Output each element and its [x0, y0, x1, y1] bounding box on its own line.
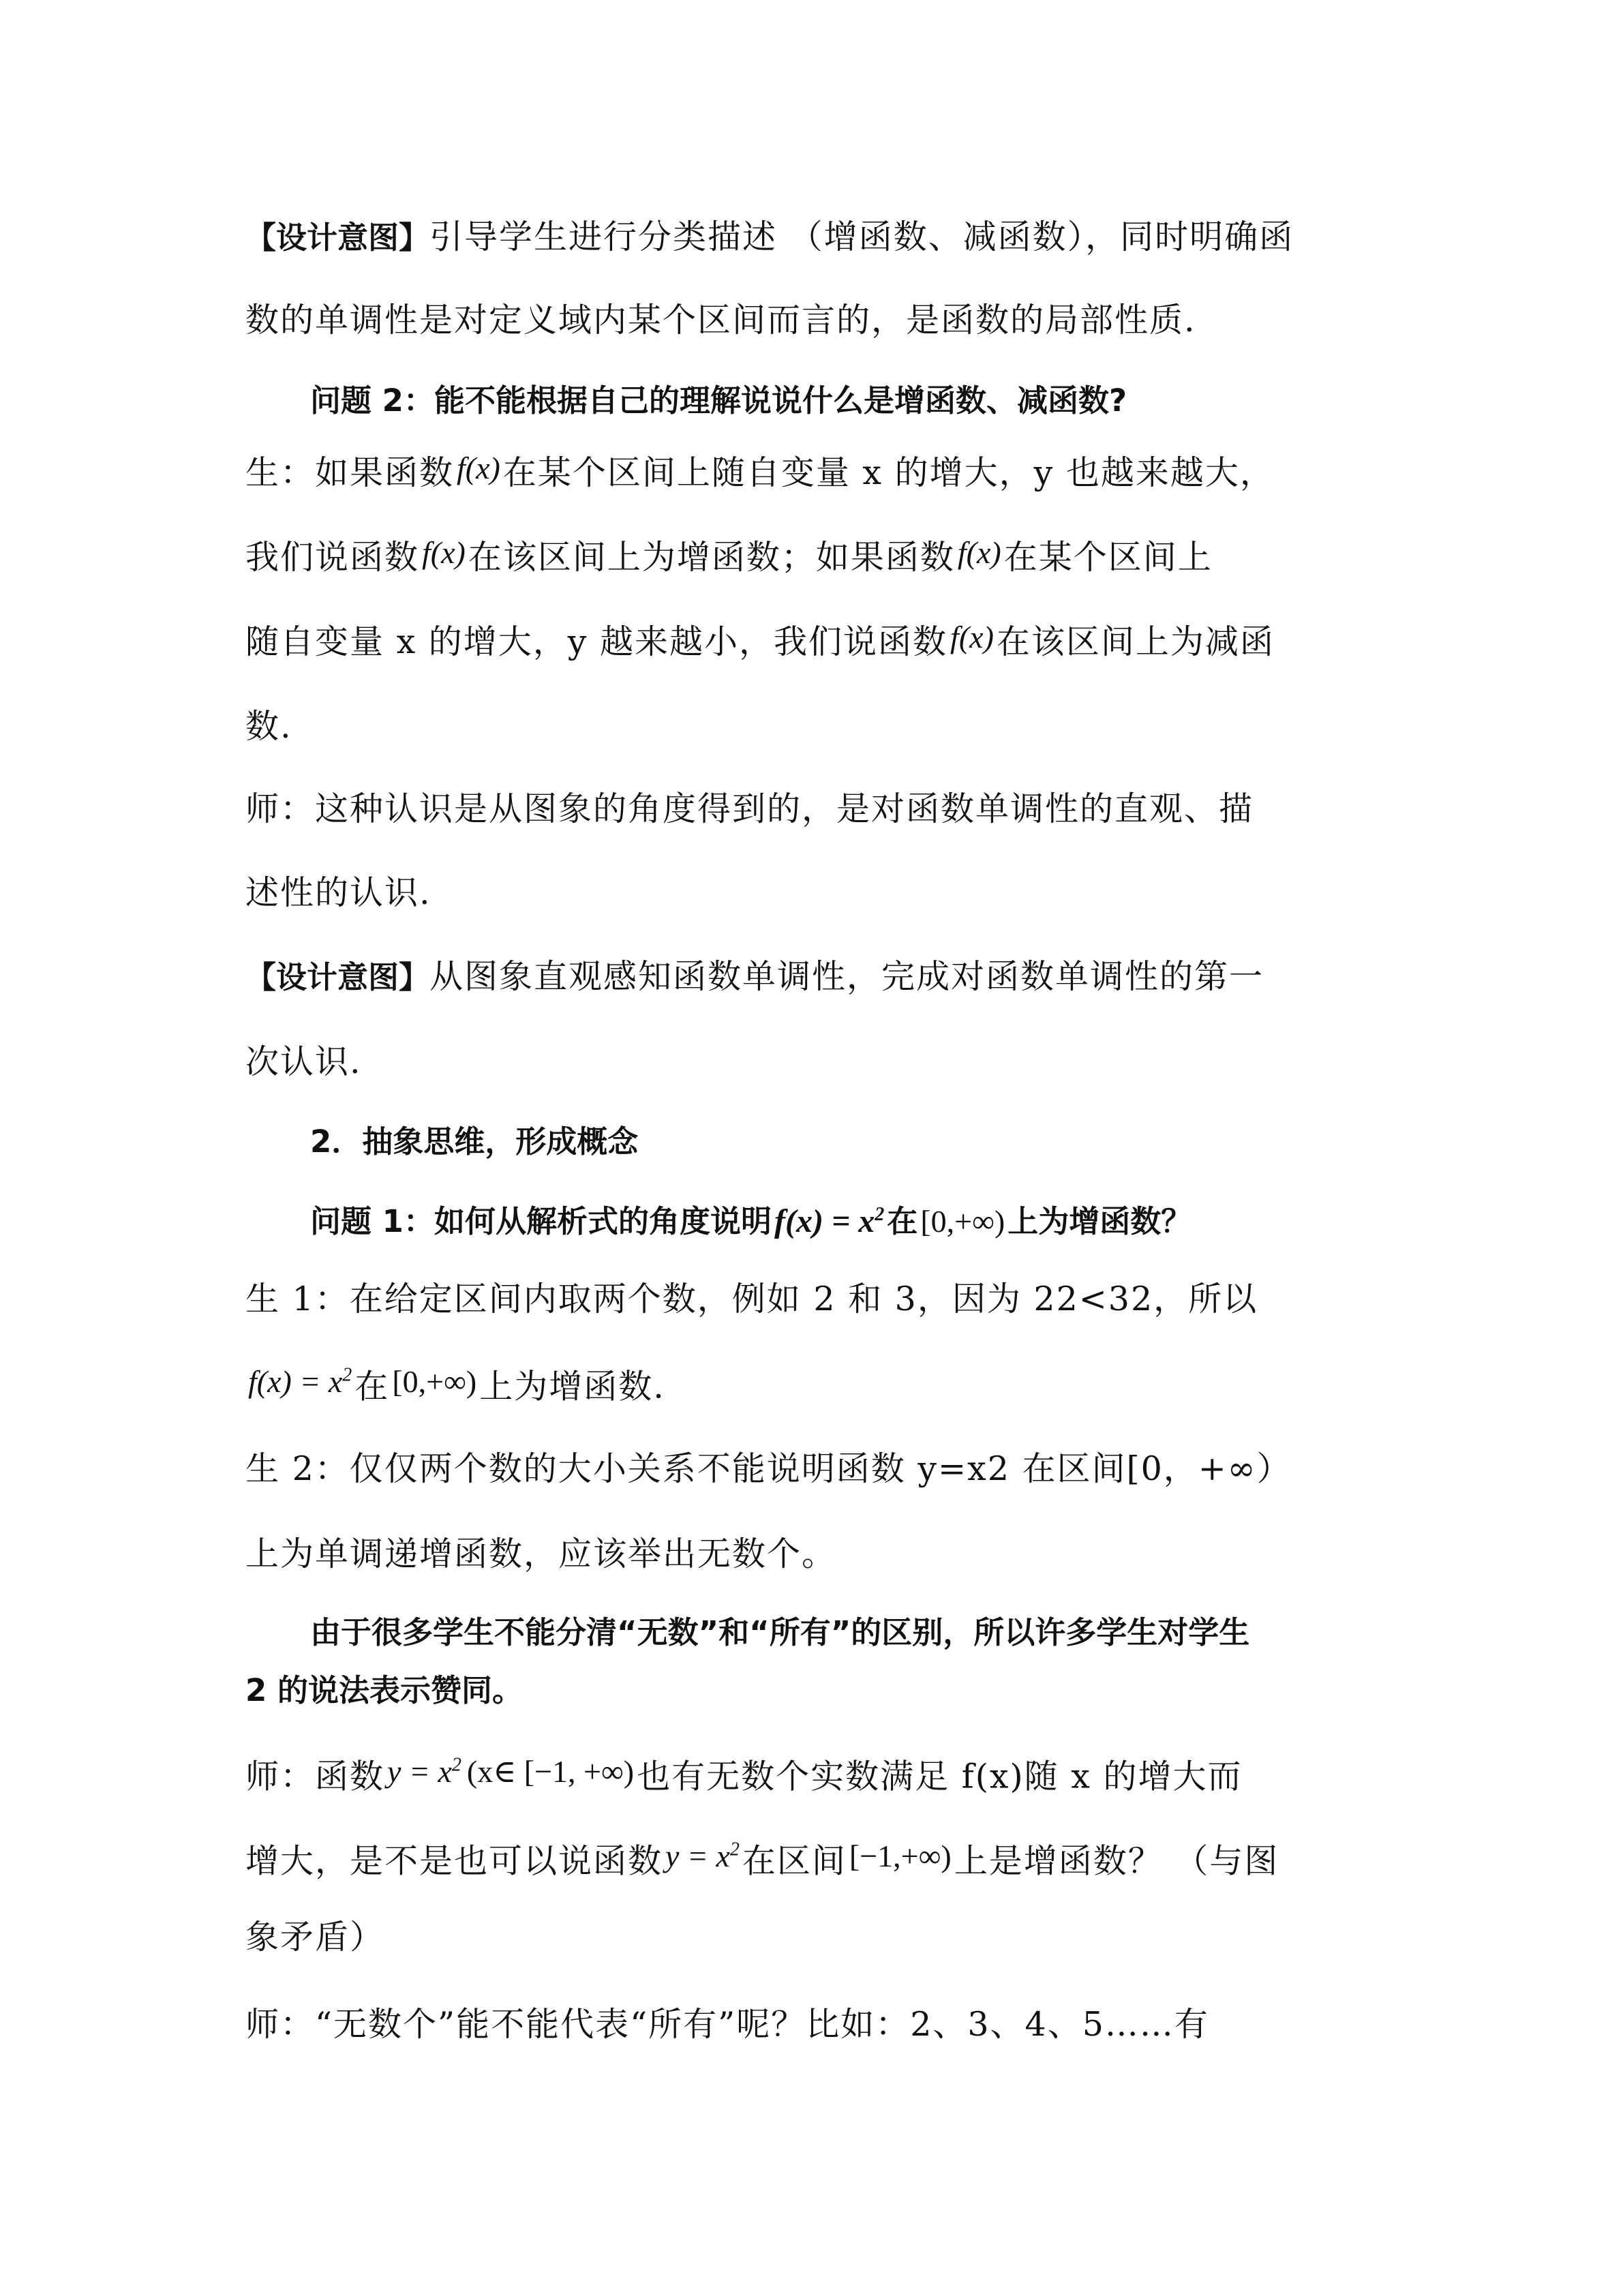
math-fx-x2: $f(x) = x^2$	[774, 1203, 885, 1239]
student-answer-line4: 数.	[245, 707, 292, 746]
teacher-remark-1-line1: 师：这种认识是从图象的角度得到的，是对函数单调性的直观、描	[245, 789, 1254, 828]
math-fx: f(x)	[422, 535, 466, 570]
math-fx: f(x)	[457, 451, 500, 485]
note-line1: 由于很多学生不能分清“无数”和“所有”的区别，所以许多学生对学生	[310, 1614, 1250, 1650]
section-heading: 2．抽象思维，形成概念	[310, 1123, 639, 1160]
question-2: 问题 2：能不能根据自己的理解说说什么是增函数、减函数?	[310, 382, 1127, 419]
student-answer-line2: 我们说函数f(x)在该区间上为增函数；如果函数f(x)在某个区间上	[245, 535, 1213, 577]
design-intent-label: 【设计意图】	[245, 220, 430, 256]
student-answer-line1: 生：如果函数f(x)在某个区间上随自变量 x 的增大，y 也越来越大，	[245, 451, 1275, 492]
student-1-line1: 生 1：在给定区间内取两个数，例如 2 和 3，因为 22<32，所以	[245, 1280, 1258, 1318]
math-y-x2: $y = x^2$	[387, 1754, 461, 1789]
design-intent-2-line1: 【设计意图】从图象直观感知函数单调性，完成对函数单调性的第一	[245, 957, 1264, 996]
design-intent-1-line2: 数的单调性是对定义域内某个区间而言的，是函数的局部性质.	[245, 301, 1196, 339]
teacher-remark-2-line3: 象矛盾）	[245, 1918, 385, 1957]
math-fx: f(x)	[957, 535, 1001, 570]
math-fx-x2: $f(x) = x^2$	[248, 1364, 352, 1400]
math-interval: [0,+∞)	[392, 1364, 477, 1400]
math-y-x2: $y = x^2$	[665, 1839, 740, 1874]
student-answer-line3: 随自变量 x 的增大，y 越来越小，我们说函数f(x)在该区间上为减函	[245, 620, 1275, 661]
teacher-remark-1-line2: 述性的认识.	[245, 873, 431, 912]
teacher-remark-2-line1: 师：函数$y = x^2$ (x∈ [−1, +∞)也有无数个实数满足 f(x)随 x 的增大而	[245, 1754, 1243, 1796]
math-fx: f(x)	[950, 620, 994, 654]
design-intent-1-line1: 【设计意图】引导学生进行分类描述 （增函数、减函数），同时明确函	[245, 217, 1294, 256]
student-1-line2: $f(x) = x^2$在[0,+∞)上为增函数.	[248, 1364, 665, 1406]
design-intent-2-line2: 次认识.	[245, 1042, 362, 1081]
math-interval: [0,+∞)	[920, 1204, 1005, 1239]
math-domain: (x∈ [−1, +∞)	[466, 1754, 635, 1789]
note-line2: 2 的说法表示赞同。	[245, 1672, 523, 1708]
design-intent-label: 【设计意图】	[245, 959, 430, 995]
student-2-line2: 上为单调递增函数，应该举出无数个。	[245, 1535, 837, 1573]
teacher-remark-2-line2: 增大，是不是也可以说函数$y = x^2$在区间[−1,+∞)上是增函数？ （与图	[245, 1839, 1279, 1881]
student-2-line1: 生 2：仅仅两个数的大小关系不能说明函数 y=x2 在区间[0，+∞）	[245, 1449, 1292, 1488]
question-1: 问题 1：如何从解析式的角度说明$f(x) = x^2$在[0,+∞)上为增函数？	[310, 1203, 1192, 1239]
math-interval: [−1,+∞)	[849, 1839, 952, 1874]
teacher-remark-3: 师：“无数个”能不能代表“所有”呢？比如：2、3、4、5……有	[245, 2005, 1209, 2044]
